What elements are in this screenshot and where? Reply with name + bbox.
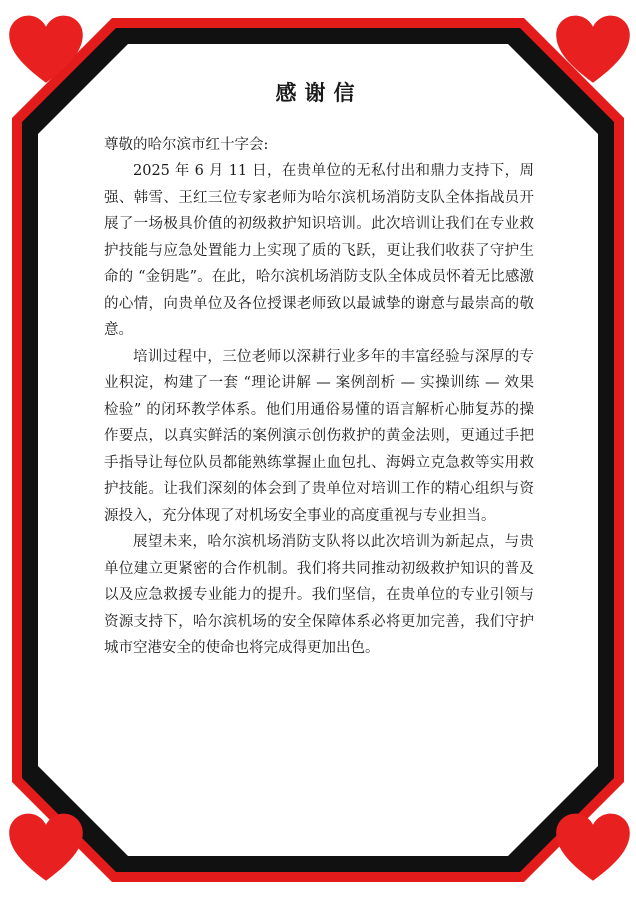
letter-paragraph-2: 培训过程中，三位老师以深耕行业多年的丰富经验与深厚的专业积淀，构建了一套 “理论讲解 — 案例剖析 — 实操训练 — 效果检验” 的闭环教学体系。他们用通俗易懂的语言解析心肺复苏的操作要点，以真实鲜活的案例演示创伤救护的黄金法则，更通过手把手指导让每位队员都能熟练掌握止血包扎、海姆立克急救等实用救护技能。让我们深刻的体会到了贵单位对培训工作的精心组织与资源投入，充分体现了对机场安全事业的高度重视与专业担当。 (104, 348, 534, 524)
letter-paragraph-3: 展望未来，哈尔滨机场消防支队将以此次培训为新起点，与贵单位建立更紧密的合作机制。我们将共同推动初级救护知识的普及以及应急救援专业能力的提升。我们坚信，在贵单位的专业引领与资源支持下，哈尔滨机场的安全保障体系必将更加完善，我们守护城市空港安全的使命也将完成得更加出色。 (104, 534, 534, 656)
letter-title: 感谢信 (275, 81, 363, 105)
heart-icon (553, 14, 633, 86)
heart-icon (6, 812, 86, 884)
heart-icon (6, 14, 86, 86)
letter-salutation: 尊敬的哈尔滨市红十字会: (104, 137, 269, 153)
heart-icon (553, 812, 633, 884)
letter-paragraph-1: 2025 年 6 月 11 日，在贵单位的无私付出和鼎力支持下，周强、韩雪、王红三位专家老师为哈尔滨机场消防支队全体指战员开展了一场极具价值的初级救护知识培训。此次培训让我们在专业救护技能与应急处置能力上实现了质的飞跃，更让我们收获了守护生命的 “金钥匙”。在此，哈尔滨机场消防支队全体成员怀着无比感激的心情，向贵单位及各位授课老师致以最诚挚的谢意与最崇高的敬意。 (104, 163, 534, 338)
letter-body (104, 78, 534, 662)
